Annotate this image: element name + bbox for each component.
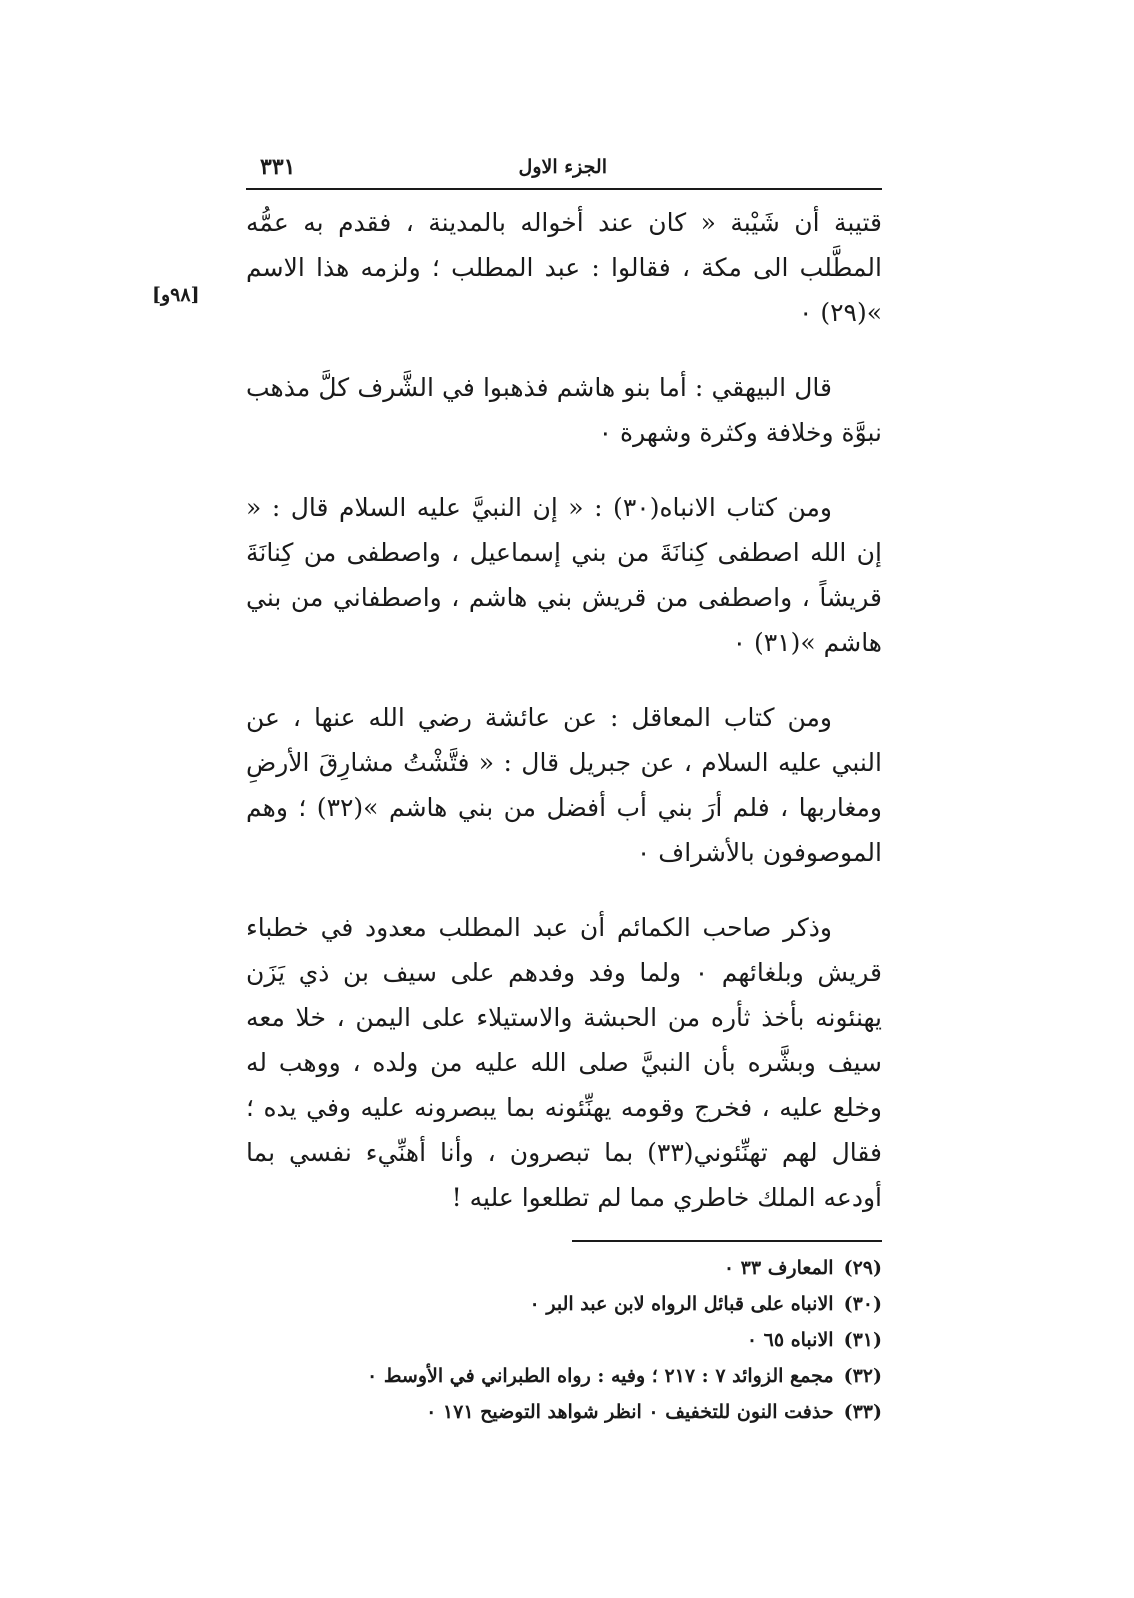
paragraph: قتيبة أن شَيْبة « كان عند أخواله بالمدينة ، فقدم به عمُّه المطَّلب الى مكة ، فقالوا : عبد المطلب ؛ ولزمه هذا الاسم »(٢٩) ٠ (246, 208, 882, 327)
margin-folio-note: [٩٨و] (152, 284, 200, 306)
footnote-text: حذفت النون للتخفيف ٠ انظر شواهد التوضيح ١٧١ ٠ (426, 1401, 834, 1423)
footnote (246, 1394, 882, 1430)
footnote-text: المعارف ٣٣ ٠ (723, 1257, 834, 1279)
paragraph: ومن كتاب الانباه(٣٠) : « إن النبيَّ عليه السلام قال : « إن الله اصطفى كِنانَةَ من بني إسماعيل ، واصطفى من كِنانَةَ قريشاً ، واصطفى من قريش بني هاشم ، واصطفاني من بني هاشم »(٣١) ٠ (246, 493, 882, 657)
footnote-number: (٣٣) (843, 1401, 882, 1423)
paragraph: وذكر صاحب الكمائم أن عبد المطلب معدود في خطباء قريش وبلغائهم ٠ ولما وفد وفدهم على سيف بن ذي يَزَن يهنئونه بأخذ ثأره من الحبشة والاستيلاء على اليمن ، خلا معه سيف وبشَّره بأن النبيَّ صلى الله عليه من ولده ، ووهب له وخلع عليه ، فخرج وقومه يهنِّئونه بما يبصرونه عليه وفي يده ؛ فقال لهم تهنِّئوني(٣٣) بما تبصرون ، وأنا أهنِّيء نفسي بما أودعه الملك خاطري مما لم تطلعوا عليه ! (246, 913, 882, 1212)
paragraph: ومن كتاب المعاقل : عن عائشة رضي الله عنها ، عن النبي عليه السلام ، عن جبريل قال : « فتَّشْتُ مشارِقَ الأرضِ ومغاربها ، فلم أرَ بني أب أفضل من بني هاشم »(٣٢) ؛ وهم الموصوفون بالأشراف ٠ (246, 703, 882, 867)
footnote-text: الانباه على قبائل الرواه لابن عبد البر ٠ (529, 1293, 834, 1315)
footnote-divider (572, 1240, 882, 1242)
footnote-number: (٢٩) (843, 1257, 882, 1279)
footnote-text: الانباه ٦٥ ٠ (746, 1329, 834, 1351)
footnote-text: مجمع الزوائد ٧ : ٢١٧ ؛ وفيه : رواه الطبراني في الأوسط ٠ (367, 1365, 834, 1387)
paragraph: قال البيهقي : أما بنو هاشم فذهبوا في الشَّرف كلَّ مذهب نبوَّة وخلافة وكثرة وشهرة ٠ (246, 373, 882, 447)
body-text (246, 200, 882, 1220)
footnote (246, 1250, 882, 1286)
footnote (246, 1322, 882, 1358)
footnote-number: (٣١) (843, 1329, 882, 1351)
footnote (246, 1286, 882, 1322)
running-head-title: الجزء الاول (518, 156, 607, 178)
footnotes (246, 1250, 882, 1430)
footnote (246, 1358, 882, 1394)
running-head (246, 150, 882, 190)
page-number: ٣٣١ (260, 154, 296, 180)
footnote-number: (٣٢) (843, 1365, 882, 1387)
document-page (246, 150, 882, 1430)
footnote-number: (٣٠) (843, 1293, 882, 1315)
